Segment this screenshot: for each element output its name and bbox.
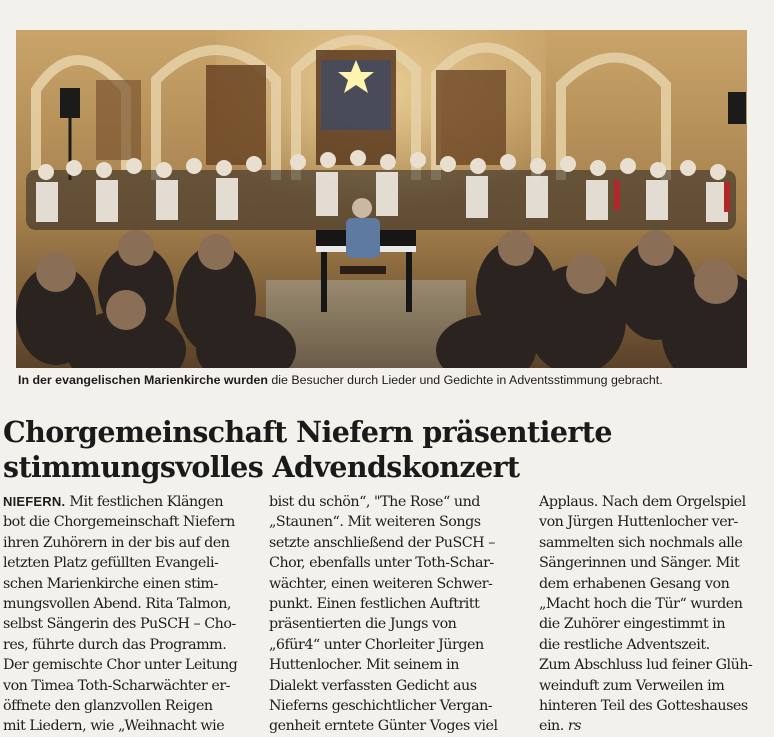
photo-caption-text: die Besucher durch Lieder und Gedichte in Adventsstimmung gebracht. [267, 373, 663, 387]
text-line: hinteren Teil des Gotteshauses [539, 698, 748, 715]
text-line: ihren Zuhörern in der bis auf den [3, 534, 230, 551]
text-line: Huttenlocher. Mit seinem in [269, 657, 459, 674]
text-line: bist du schön“, "The Rose“ und [269, 494, 480, 510]
text-line-content: ein. [539, 718, 564, 735]
text-line: punkt. Einen festlichen Auftritt [269, 596, 480, 613]
article-column-3 [539, 492, 771, 737]
text-line: „Macht hoch die Tür“ wurden [539, 596, 743, 613]
text-line: öffnete den glanzvollen Reigen [3, 698, 213, 715]
article-column-2 [269, 492, 519, 737]
text-line: Chor, ebenfalls unter Toth-Schar- [269, 555, 494, 572]
text-line [539, 716, 771, 736]
text-line: schen Marienkirche einen stim- [3, 575, 218, 592]
text-line: die Zuhörer eingestimmt in [539, 616, 726, 633]
text-line: die restliche Adventszeit. [539, 636, 710, 653]
text-line: res, führte durch das Programm. [3, 636, 227, 653]
text-line: weinduft zum Verweilen im [539, 677, 725, 694]
concert-photo-illustration [16, 30, 747, 368]
author-signature: rs [567, 718, 582, 735]
photo-caption-bold: In der evangelischen Marienkirche wurden [18, 373, 268, 387]
text-line: von Timea Toth-Scharwächter er- [3, 677, 231, 694]
text-line: „Staunen“. Mit weiteren Songs [269, 514, 481, 531]
text-line: genheit erntete Günter Voges viel [269, 718, 498, 735]
text-line: Applaus. Nach dem Orgelspiel [539, 494, 746, 510]
text-line: Der gemischte Chor unter Leitung [3, 657, 238, 674]
photo-caption [18, 372, 758, 388]
article-headline [3, 415, 763, 485]
text-line: bot die Chorgemeinschaft Niefern [3, 514, 235, 531]
text-line [3, 492, 248, 512]
text-line: letzten Platz gefüllten Evangeli- [3, 555, 219, 572]
text-line: Sängerinnen und Sänger. Mit [539, 555, 740, 572]
text-line: dem erhabenen Gesang von [539, 575, 730, 592]
text-line: präsentierten die Jungs von [269, 616, 457, 633]
text-line: mungsvollen Abend. Rita Talmon, [3, 596, 231, 613]
concert-photo [16, 30, 747, 368]
text-line: von Jürgen Huttenlocher ver- [539, 514, 738, 531]
text-line: selbst Sängerin des PuSCH – Cho- [3, 616, 236, 633]
text-line: „6für4“ unter Chorleiter Jürgen [269, 636, 484, 653]
headline-line-1: Chorgemeinschaft Niefern präsentierte [3, 415, 612, 449]
text-line: setzte anschließend der PuSCH – [269, 534, 495, 551]
dateline: NIEFERN. [3, 494, 66, 509]
headline-line-2: stimmungsvolles Advendskonzert [3, 450, 520, 484]
text-line: sammelten sich nochmals alle [539, 534, 743, 551]
text-line-content: Mit festlichen Klängen [65, 494, 224, 510]
text-line: Zum Abschluss lud feiner Glüh- [539, 657, 753, 674]
text-line: mit Liedern, wie „Weihnacht wie [3, 718, 225, 735]
article-column-1 [3, 492, 248, 737]
text-line: Nieferns geschichtlicher Vergan- [269, 698, 493, 715]
text-line: wächter, einen weiteren Schwer- [269, 575, 493, 592]
text-line: Dialekt verfassten Gedicht aus [269, 677, 477, 694]
